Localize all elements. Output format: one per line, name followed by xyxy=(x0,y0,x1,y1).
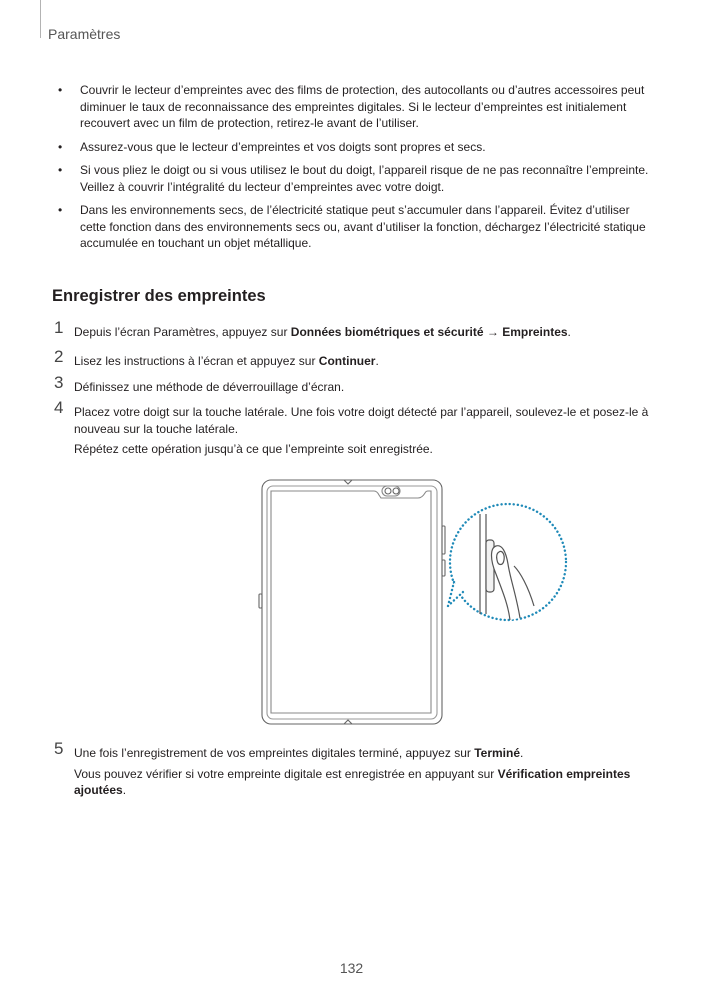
note-text: Si vous pliez le doigt ou si vous utilisez le bout du doigt, l’appareil risque de ne pas reconnaître l’empreinte. Veillez à couvrir l’intégralité du lecteur d’empreintes avec votre doigt. xyxy=(80,163,649,194)
step-number: 3 xyxy=(54,373,64,392)
step-subtext: Vous pouvez vérifier si votre empreinte digitale est enregistrée en appuyant sur xyxy=(74,766,498,781)
list-item xyxy=(58,162,658,195)
step-number: 5 xyxy=(54,739,64,758)
step-number: 1 xyxy=(54,318,64,337)
bullet-icon: • xyxy=(58,203,63,217)
notes-list xyxy=(58,82,658,259)
step-text: Une fois l’enregistrement de vos empreintes digitales terminé, appuyez sur xyxy=(74,746,475,760)
arrow-icon: → xyxy=(483,325,503,339)
step-text: Lisez les instructions à l’écran et appuyez sur xyxy=(74,354,319,368)
step-1: 1 Depuis l’écran Paramètres, appuyez sur Données biométriques et sécurité → Empreintes. xyxy=(54,318,571,339)
continue-label: Continuer xyxy=(318,354,376,368)
bullet-icon: • xyxy=(58,163,63,177)
list-item xyxy=(58,139,658,156)
step-subtext: Répétez cette opération jusqu’à ce que l’empreinte soit enregistrée. xyxy=(74,442,433,456)
step-text: Placez votre doigt sur la touche latérale. Une fois votre doigt détecté par l’appareil, soulevez-le et posez-le à nouveau sur la touche latérale. xyxy=(74,405,649,436)
note-text: Assurez-vous que le lecteur d’empreintes et vos doigts sont propres et secs. xyxy=(80,139,486,154)
step-4 xyxy=(54,398,654,458)
section-title: Enregistrer des empreintes xyxy=(52,287,266,305)
step-5: 5 Une fois l’enregistrement de vos empreintes digitales terminé, appuyez sur Terminé. Vous pouvez vérifier si votre empreinte digitale est enregistrée en appuyant sur Vérification empreintes ajoutées. xyxy=(54,739,631,797)
bullet-icon: • xyxy=(58,83,63,97)
step-text: Définissez une méthode de déverrouillage d’écran. xyxy=(74,380,345,394)
section-header: Paramètres xyxy=(48,26,121,42)
note-text: Dans les environnements secs, de l’électricité statique peut s’accumuler dans l’appareil. Évitez d’utiliser cette fonction dans des environnements secs ou, avant d’utiliser la fonction, déchargez l’électricité statique accumulée en touchant un objet métallique. xyxy=(80,203,646,250)
list-item xyxy=(58,82,658,132)
phone-outline xyxy=(259,480,445,724)
step-3 xyxy=(54,373,654,396)
step-text: Depuis l’écran Paramètres, appuyez sur xyxy=(74,325,291,339)
device-illustration xyxy=(258,474,570,730)
done-label: Terminé xyxy=(474,746,520,760)
bullet-icon: • xyxy=(58,139,63,154)
page-number: 132 xyxy=(339,960,364,976)
menu-path-fingerprints: Empreintes xyxy=(502,325,568,339)
verify-fingerprints-label: Vérification empreintes ajoutées xyxy=(74,766,631,797)
step-number: 2 xyxy=(54,347,64,366)
header-rule xyxy=(40,0,41,38)
list-item xyxy=(58,202,658,252)
step-number: 4 xyxy=(54,398,64,417)
note-text: Couvrir le lecteur d’empreintes avec des films de protection, des autocollants ou d’autres accessoires peut diminuer le taux de reconnaissance des empreintes digitales. Si le lecteur d’empreintes est initialement recouvert avec un film de protection, retirez-le avant de l’utiliser. xyxy=(80,83,645,130)
step-2: 2 Lisez les instructions à l’écran et appuyez sur Continuer. xyxy=(54,347,379,368)
menu-path-biometrics: Données biométriques et sécurité xyxy=(290,325,484,339)
